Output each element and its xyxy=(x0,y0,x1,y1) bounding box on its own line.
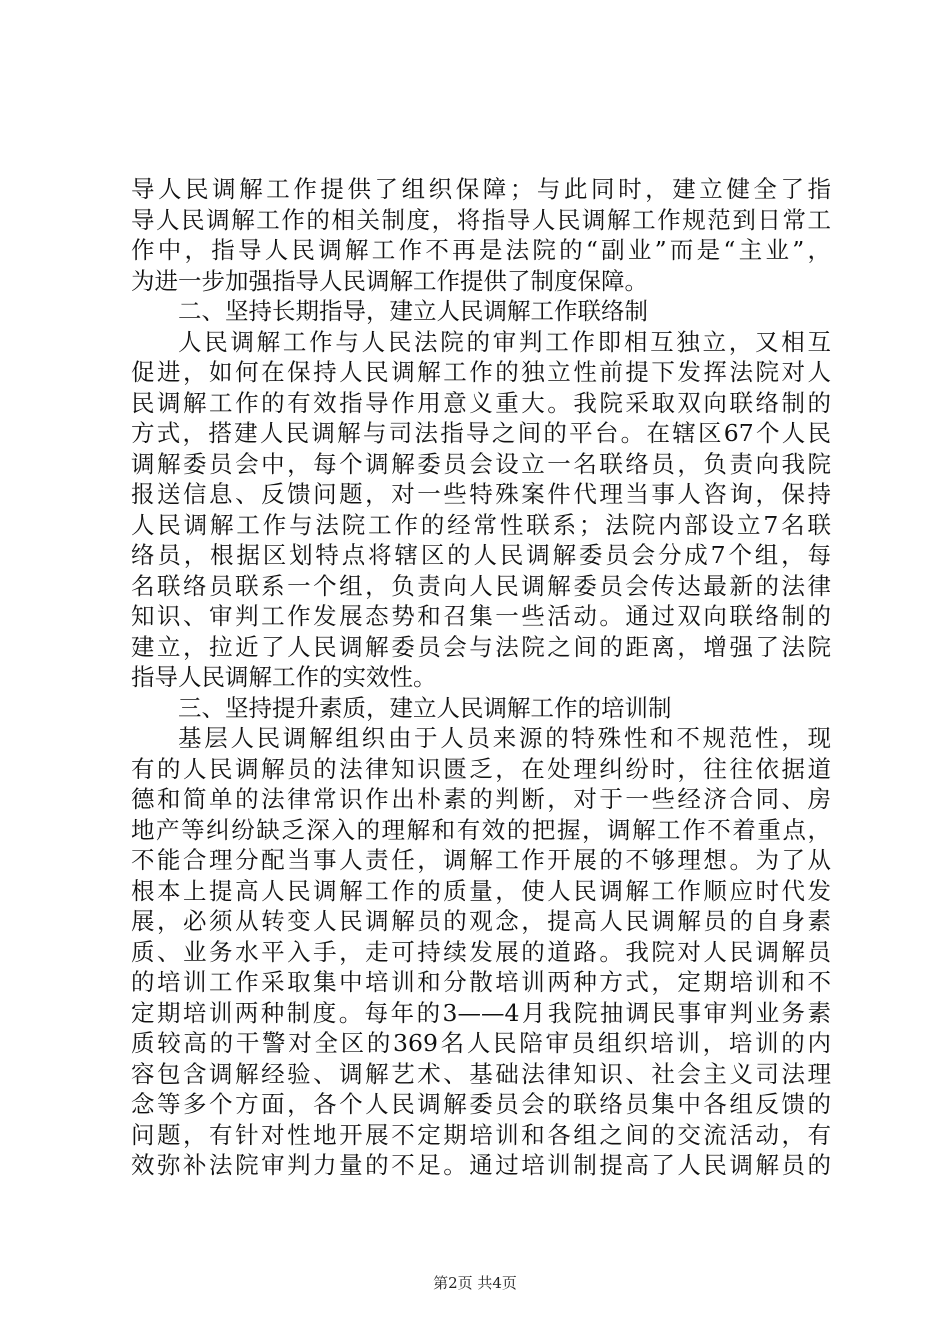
body-text-line: 人民调解工作与法院工作的经常性联系；法院内部设立7名联 xyxy=(131,510,831,539)
page-footer: 第2页 共4页 xyxy=(433,1274,517,1292)
body-text-line: 地产等纠纷缺乏深入的理解和有效的把握，调解工作不着重点， xyxy=(131,815,831,844)
body-text-line: 问题，有针对性地开展不定期培训和各组之间的交流活动，有 xyxy=(131,1120,831,1149)
body-text-line: 导人民调解工作提供了组织保障；与此同时，建立健全了指 xyxy=(131,175,831,203)
body-text-line: 为进一步加强指导人民调解工作提供了制度保障。 xyxy=(131,266,648,295)
body-text-line: 有的人民调解员的法律知识匮乏，在处理纠纷时，往往依据道 xyxy=(131,754,831,783)
body-text-line: 定期培训两种制度。每年的3——4月我院抽调民事审判业务素 xyxy=(131,998,831,1027)
body-text-line: 建立，拉近了人民调解委员会与法院之间的距离，增强了法院 xyxy=(131,632,831,661)
paragraph-first-line: 人民调解工作与人民法院的审判工作即相互独立，又相互 xyxy=(178,327,831,356)
body-text-line: 导人民调解工作的相关制度，将指导人民调解工作规范到日常工 xyxy=(131,205,831,234)
body-text-line: 德和简单的法律常识作出朴素的判断，对于一些经济合同、房 xyxy=(131,785,831,813)
section-heading: 三、坚持提升素质，建立人民调解工作的培训制 xyxy=(178,693,672,722)
body-text-line: 知识、审判工作发展态势和召集一些活动。通过双向联络制的 xyxy=(131,602,831,630)
section-heading: 二、坚持长期指导，建立人民调解工作联络制 xyxy=(178,297,648,325)
body-text-line: 质、业务水平入手，走可持续发展的道路。我院对人民调解员 xyxy=(131,937,831,966)
body-text-line: 方式，搭建人民调解与司法指导之间的平台。在辖区67个人民 xyxy=(131,419,831,447)
body-text-line: 容包含调解经验、调解艺术、基础法律知识、社会主义司法理 xyxy=(131,1059,831,1088)
body-text-line: 报送信息、反馈问题，对一些特殊案件代理当事人咨询，保持 xyxy=(131,480,831,508)
body-text-line: 不能合理分配当事人责任，调解工作开展的不够理想。为了从 xyxy=(131,846,831,874)
body-text-line: 根本上提高人民调解工作的质量，使人民调解工作顺应时代发 xyxy=(131,876,831,905)
body-text-line: 指导人民调解工作的实效性。 xyxy=(131,663,437,691)
body-text-line: 念等多个方面，各个人民调解委员会的联络员集中各组反馈的 xyxy=(131,1090,831,1118)
body-text-line: 调解委员会中，每个调解委员会设立一名联络员，负责向我院 xyxy=(131,449,831,478)
body-text-line: 展，必须从转变人民调解员的观念，提高人民调解员的自身素 xyxy=(131,907,831,935)
paragraph-first-line: 基层人民调解组织由于人员来源的特殊性和不规范性，现 xyxy=(178,724,831,752)
body-text-line: 名联络员联系一个组，负责向人民调解委员会传达最新的法律 xyxy=(131,571,831,600)
body-text-line: 的培训工作采取集中培训和分散培训两种方式，定期培训和不 xyxy=(131,968,831,996)
body-text-line: 民调解工作的有效指导作用意义重大。我院采取双向联络制的 xyxy=(131,388,831,417)
body-text-line: 质较高的干警对全区的369名人民陪审员组织培训，培训的内 xyxy=(131,1029,831,1057)
body-text-line: 效弥补法院审判力量的不足。通过培训制提高了人民调解员的 xyxy=(131,1151,831,1179)
body-text-line: 促进，如何在保持人民调解工作的独立性前提下发挥法院对人 xyxy=(131,358,831,386)
body-text-line: 作中，指导人民调解工作不再是法院的“副业”而是“主业”， xyxy=(131,236,831,264)
document-body xyxy=(131,174,831,1181)
body-text-line: 络员，根据区划特点将辖区的人民调解委员会分成7个组，每 xyxy=(131,541,831,569)
